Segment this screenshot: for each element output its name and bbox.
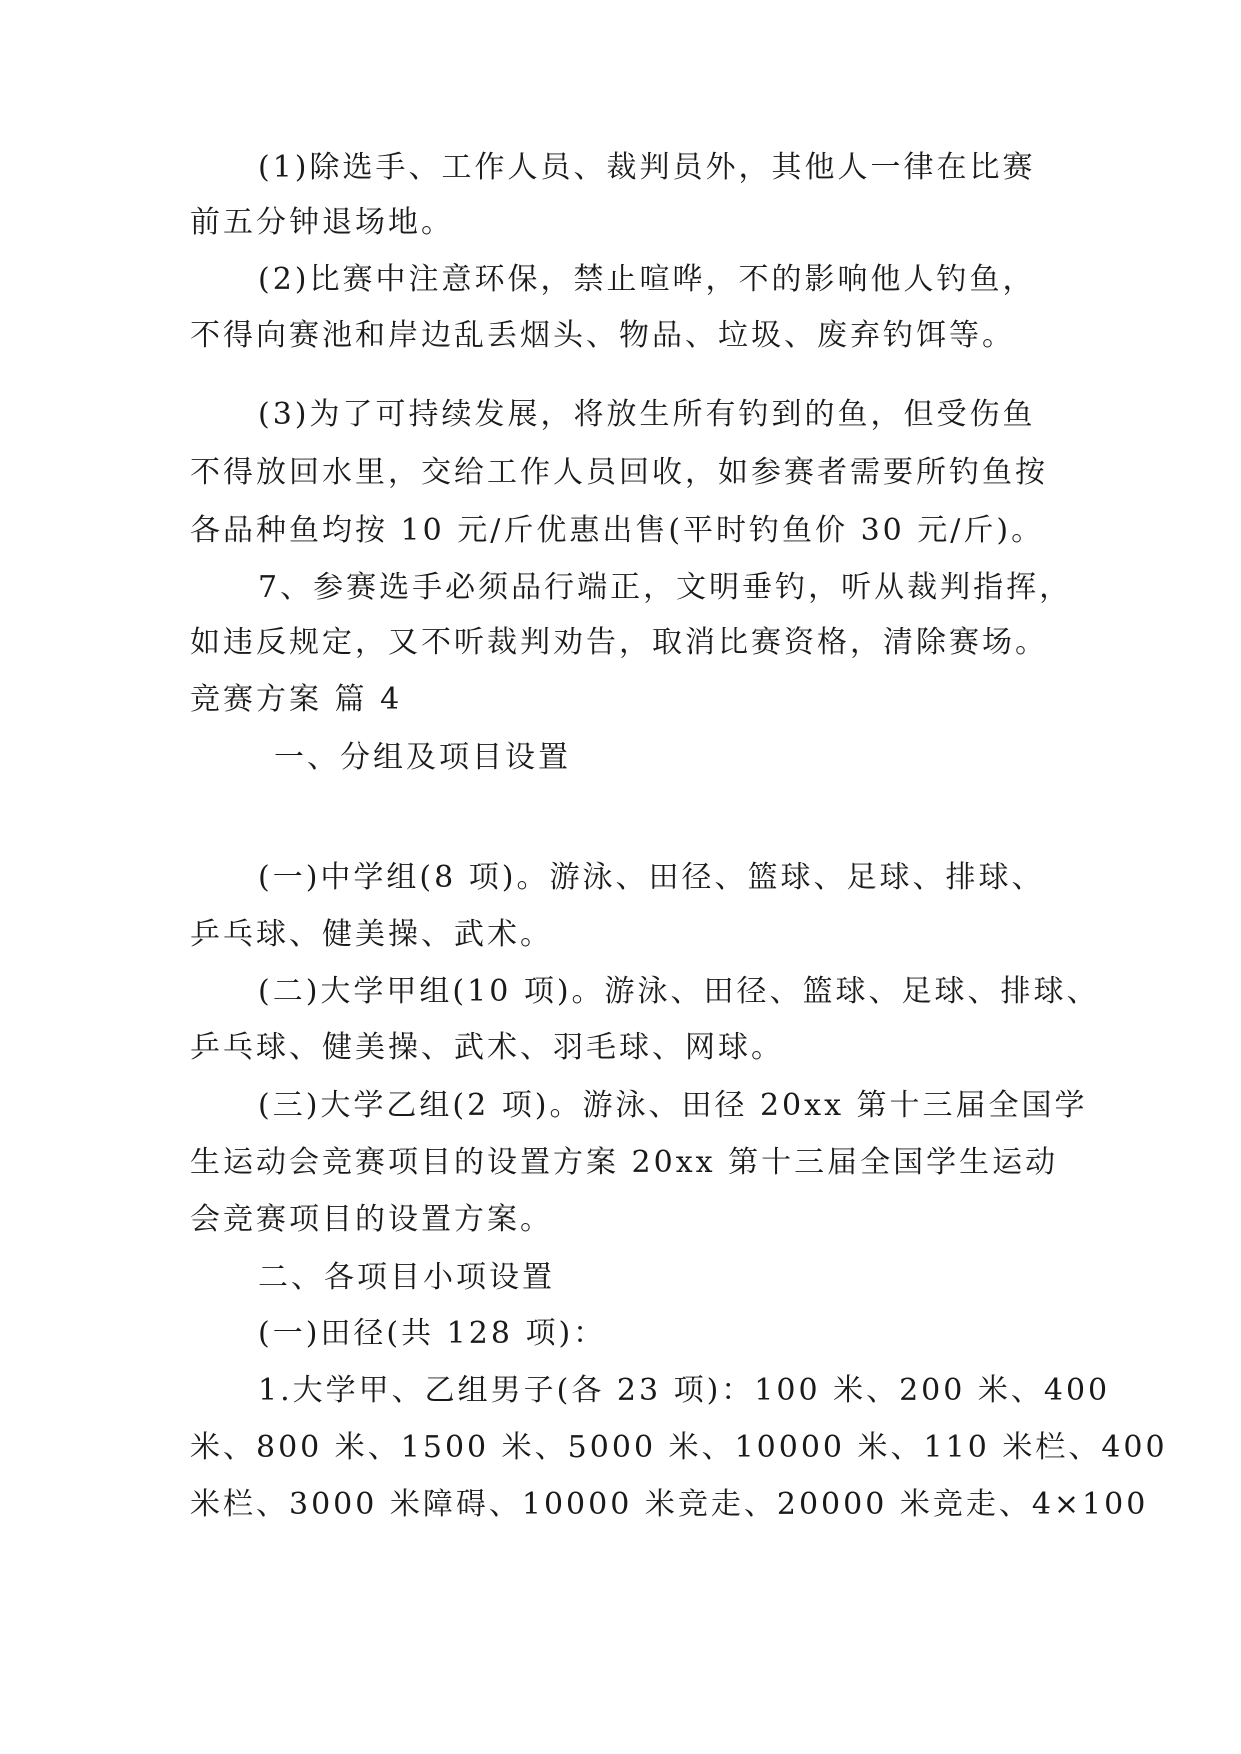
text-line: 各品种鱼均按 10 元/斤优惠出售(平时钓鱼价 30 元/斤)。 (190, 513, 1045, 548)
text-line: 会竞赛项目的设置方案。 (190, 1202, 553, 1237)
text-line: 不得放回水里，交给工作人员回收，如参赛者需要所钓鱼按 (190, 455, 1048, 490)
text-line: (一)中学组(8 项)。游泳、田径、篮球、足球、排球、 (258, 860, 1045, 895)
section-heading: 一、分组及项目设置 (274, 740, 571, 775)
text-line: 不得向赛池和岸边乱丢烟头、物品、垃圾、废弃钓饵等。 (190, 318, 1015, 353)
text-line: (一)田径(共 128 项)： (258, 1316, 607, 1351)
text-line: 米栏、3000 米障碍、10000 米竞走、20000 米竞走、4×100 (190, 1487, 1149, 1522)
text-line: 如违反规定，又不听裁判劝告，取消比赛资格，清除赛场。 (190, 625, 1048, 660)
text-line: (2)比赛中注意环保，禁止喧哗，不的影响他人钓鱼， (258, 262, 1036, 297)
text-line: (二)大学甲组(10 项)。游泳、田径、篮球、足球、排球、 (258, 974, 1100, 1009)
text-line: (1)除选手、工作人员、裁判员外，其他人一律在比赛 (258, 150, 1036, 185)
text-line: 生运动会竞赛项目的设置方案 20xx 第十三届全国学生运动 (190, 1145, 1059, 1180)
text-line: (三)大学乙组(2 项)。游泳、田径 20xx 第十三届全国学 (258, 1088, 1088, 1123)
text-line: 乒乓球、健美操、武术、羽毛球、网球。 (190, 1030, 784, 1065)
text-line: 1.大学甲、乙组男子(各 23 项)：100 米、200 米、400 (258, 1373, 1111, 1408)
text-line: 7、参赛选手必须品行端正，文明垂钓，听从裁判指挥， (258, 570, 1073, 605)
text-line: (3)为了可持续发展，将放生所有钓到的鱼，但受伤鱼 (258, 397, 1036, 432)
text-line: 前五分钟退场地。 (190, 205, 454, 240)
text-line: 米、800 米、1500 米、5000 米、10000 米、110 米栏、400 (190, 1430, 1168, 1465)
text-line: 乒乓球、健美操、武术。 (190, 917, 553, 952)
section-heading: 竞赛方案 篇 4 (190, 682, 403, 717)
section-heading: 二、各项目小项设置 (258, 1260, 555, 1295)
